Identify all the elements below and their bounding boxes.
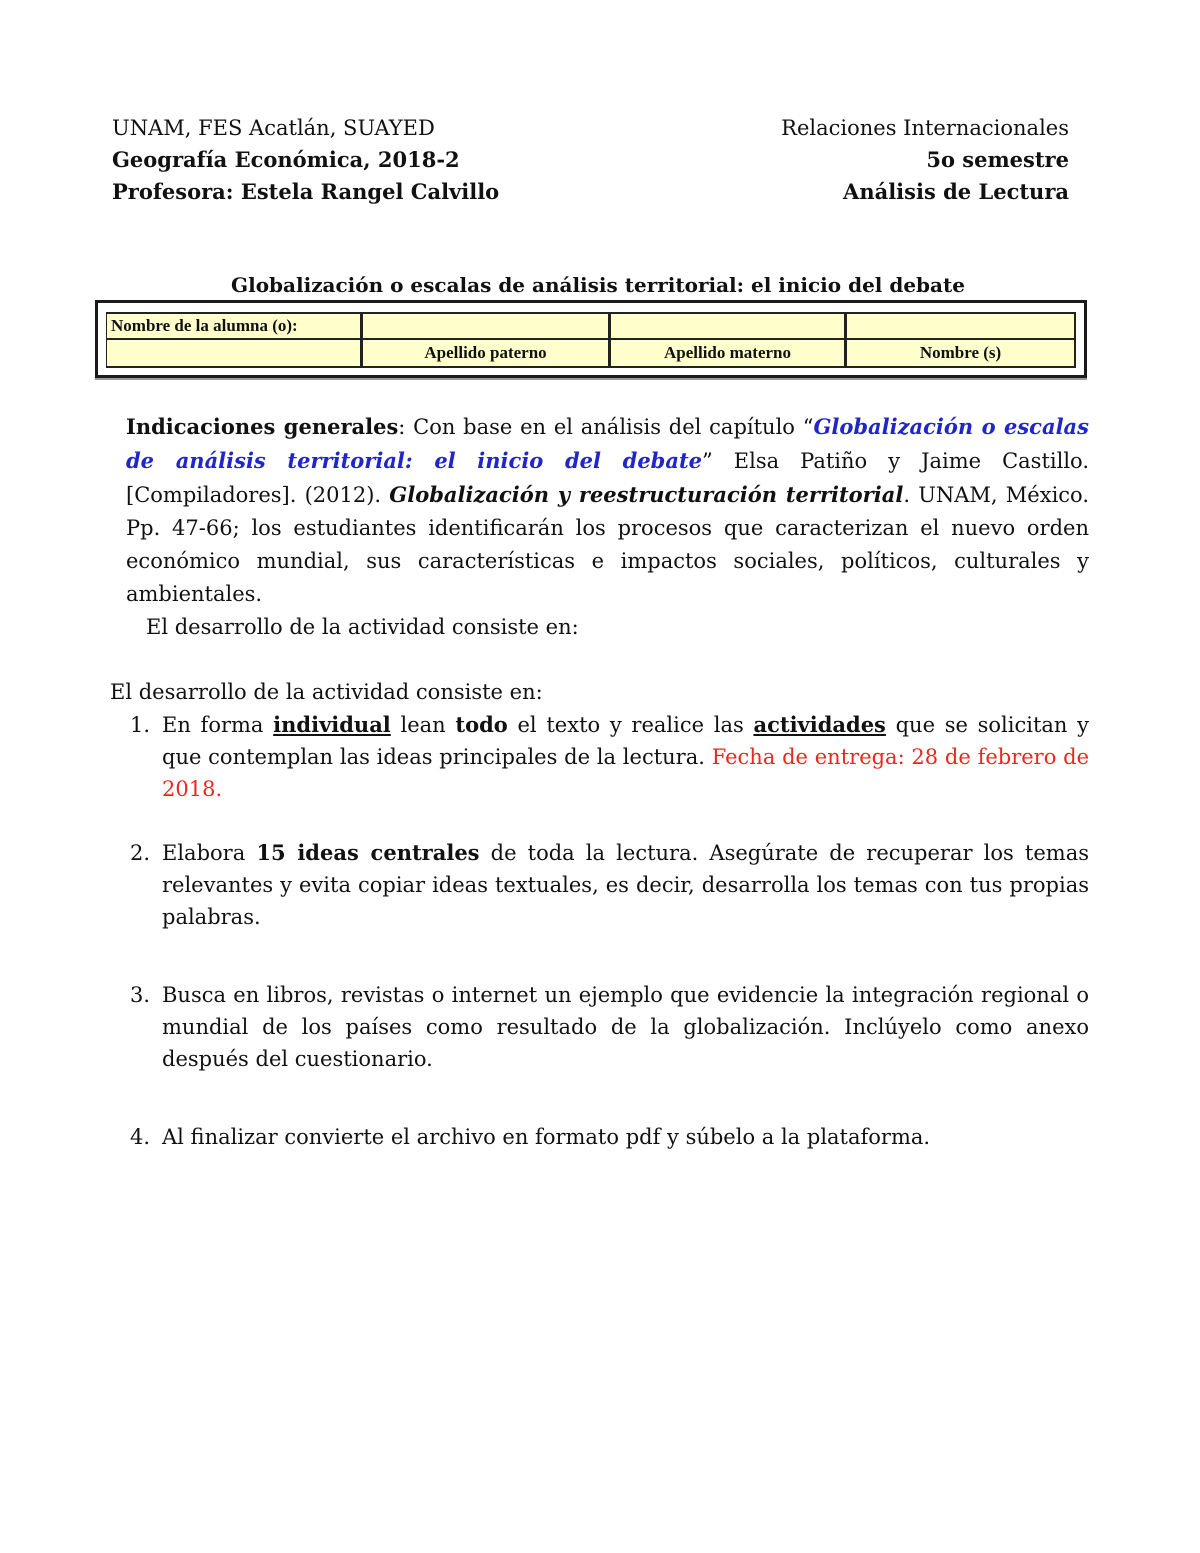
list-item bbox=[130, 709, 1089, 805]
instructions-text-3: . UNAM, México. Pp. 47-66; los estudiantes identificarán los procesos que caracterizan el nuevo orden económico mundial, sus características e impactos sociales, políticos, culturales y ambientales. bbox=[126, 483, 1089, 606]
institution: UNAM, FES Acatlán, SUAYED bbox=[112, 116, 435, 140]
header-left bbox=[112, 112, 499, 208]
item-number: 3. bbox=[130, 983, 151, 1007]
item-text: En forma bbox=[162, 713, 274, 737]
col-nombre: Nombre (s) bbox=[846, 340, 1076, 366]
item-text: Al finalizar convierte el archivo en formato pdf y súbelo a la plataforma. bbox=[162, 1125, 931, 1149]
item-text: de toda la lectura. Asegúrate de recuperar los temas relevantes y evita copiar ideas textuales, es decir, desarrolla los temas con tus propias palabras. bbox=[162, 841, 1089, 929]
list-item bbox=[130, 1121, 1089, 1153]
col-apellido-materno: Apellido materno bbox=[610, 340, 846, 366]
semester: 5o semestre bbox=[926, 147, 1069, 172]
item-number: 2. bbox=[130, 841, 151, 865]
header-right bbox=[781, 112, 1069, 208]
item-text: el texto y realice las bbox=[507, 713, 754, 737]
item-text: lean bbox=[390, 713, 456, 737]
apellido-paterno-field[interactable] bbox=[362, 314, 610, 340]
emphasis-todo: todo bbox=[455, 712, 508, 737]
document-title: Globalización o escalas de análisis territorial: el inicio del debate bbox=[231, 273, 965, 297]
instructions-paragraph bbox=[126, 410, 1089, 611]
activity-intro-indented: El desarrollo de la actividad consiste en: bbox=[146, 615, 579, 639]
student-name-table bbox=[95, 300, 1087, 378]
instructions-text-1: : Con base en el análisis del capítulo “ bbox=[398, 415, 814, 439]
activity-list bbox=[130, 709, 1089, 1153]
item-text: Elabora bbox=[162, 841, 257, 865]
apellido-materno-field[interactable] bbox=[610, 314, 846, 340]
list-item bbox=[130, 979, 1089, 1075]
book-title: Globalización y reestructuración territorial bbox=[389, 482, 904, 507]
emphasis-actividades: actividades bbox=[753, 712, 886, 737]
item-number: 1. bbox=[130, 713, 151, 737]
activity-intro: El desarrollo de la actividad consiste en: bbox=[110, 680, 543, 704]
course: Geografía Económica, 2018-2 bbox=[112, 147, 460, 172]
instructions-text-2: ” Elsa Patiño y Jaime Castillo. [Compiladores]. (2012). bbox=[126, 449, 1089, 507]
list-item bbox=[130, 837, 1089, 933]
activity-type: Análisis de Lectura bbox=[843, 179, 1069, 204]
nombre-field[interactable] bbox=[846, 314, 1076, 340]
emphasis-individual: individual bbox=[273, 712, 391, 737]
professor: Profesora: Estela Rangel Calvillo bbox=[112, 179, 500, 204]
item-text: que se solicitan y que contemplan las ideas principales de la lectura. bbox=[162, 713, 1089, 769]
due-date: Fecha de entrega: 28 de febrero de 2018. bbox=[162, 745, 1089, 801]
program: Relaciones Internacionales bbox=[781, 116, 1069, 140]
instructions-label: Indicaciones generales bbox=[126, 414, 399, 439]
col-apellido-paterno: Apellido paterno bbox=[362, 340, 610, 366]
empty-label-cell bbox=[106, 340, 362, 366]
item-number: 4. bbox=[130, 1125, 151, 1149]
name-label: Nombre de la alumna (o): bbox=[106, 314, 362, 340]
item-text: Busca en libros, revistas o internet un ejemplo que evidencie la integración regional o mundial de los países como resultado de la globalización. Inclúyelo como anexo después del cuestionario. bbox=[162, 983, 1089, 1071]
chapter-title: Globalización o escalas de análisis territorial: el inicio del debate bbox=[126, 414, 1089, 473]
instructions-block bbox=[126, 410, 1089, 611]
emphasis-ideas: 15 ideas centrales bbox=[256, 840, 480, 865]
